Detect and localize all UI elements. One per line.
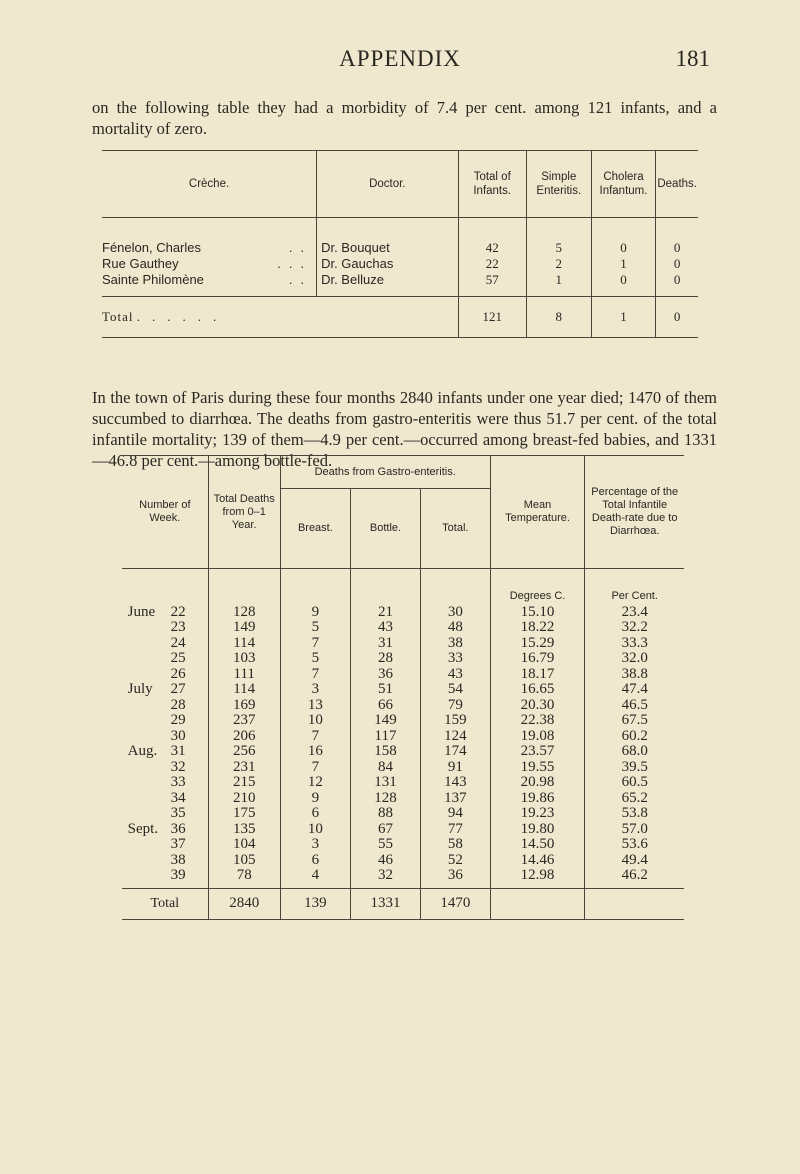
week-number [122, 868, 208, 888]
mean-temperature: 23.57 [490, 744, 585, 760]
week-index: 25 [170, 650, 186, 666]
week-index: 23 [170, 619, 186, 635]
summary-paragraph: In the town of Paris during these four months 2840 infants under one year died; 1470 of them succumbed to diarrhœa. The deaths from gastro-enteritis were thus 51.7 per cent. of the total infantile mortality; 139 of them—4.9 per cent.—occurred among breast-fed babies, and 1331—46.8 per cent.—among bottle-fed. [92, 388, 717, 470]
mean-temperature: 20.30 [490, 698, 585, 714]
total-deaths: 114 [208, 636, 280, 652]
bottle-deaths: 31 [351, 636, 421, 652]
col-total: Total. [420, 489, 490, 569]
table-row [122, 837, 684, 853]
week-month: Aug. [127, 743, 158, 759]
bottle-deaths: 66 [351, 698, 421, 714]
total-infants: 57 [458, 272, 526, 297]
breast-deaths: 7 [280, 636, 350, 652]
week-index: 39 [170, 867, 186, 883]
table-row [122, 791, 684, 807]
percentage: 67.5 [621, 712, 648, 728]
total-deaths: 78 [208, 868, 280, 888]
cholera-infantum: 1 [591, 297, 656, 338]
percentage: 23.4 [621, 603, 648, 620]
total-deaths: 114 [208, 682, 280, 698]
week-index: 32 [170, 758, 186, 775]
week-index: 26 [170, 665, 186, 682]
bottle-deaths: 149 [351, 713, 421, 729]
bottle-deaths: 88 [351, 806, 421, 822]
total-deaths: 128 [208, 605, 280, 621]
cholera-infantum: 0 [591, 218, 656, 257]
gastro-total: 91 [420, 760, 490, 776]
bottle-deaths: 128 [351, 791, 421, 807]
mean-temperature: 15.10 [490, 605, 585, 621]
week-index: 34 [170, 789, 186, 806]
week-number [122, 667, 208, 683]
mean-temperature: 19.23 [490, 806, 585, 822]
running-title: APPENDIX [339, 46, 461, 71]
week-number [122, 682, 208, 698]
week-index: 33 [170, 774, 186, 790]
total-deaths: 237 [208, 713, 280, 729]
breast-deaths: 12 [280, 775, 350, 791]
bottle-deaths: 84 [351, 760, 421, 776]
week-number [122, 853, 208, 869]
bottle-deaths: 51 [351, 682, 421, 698]
mean-temperature: 22.38 [490, 713, 585, 729]
simple-enteritis: 5 [526, 218, 591, 257]
breast-deaths: 5 [280, 651, 350, 667]
cholera-infantum: 0 [591, 272, 656, 297]
breast-deaths: 10 [280, 713, 350, 729]
gastro-total: 143 [420, 775, 490, 791]
gastro-total: 77 [420, 822, 490, 838]
deaths: 0 [673, 240, 681, 255]
bottle-deaths: 158 [351, 744, 421, 760]
total-deaths: 175 [208, 806, 280, 822]
breast-deaths: 7 [280, 760, 350, 776]
gastro-total: 36 [420, 868, 490, 888]
week-number [122, 620, 208, 636]
week-index: 29 [170, 712, 186, 728]
week-number [122, 760, 208, 776]
percentage: 39.5 [621, 758, 648, 775]
gastro-total: 33 [420, 651, 490, 667]
col-breast: Breast. [280, 489, 350, 569]
week-index: 31 [170, 743, 186, 759]
percentage-unit: Per Cent. [611, 590, 658, 602]
gastro-total: 94 [420, 806, 490, 822]
table-row [122, 605, 684, 621]
creche-name: Fénelon, Charles [102, 240, 201, 255]
breast-deaths: 13 [280, 698, 350, 714]
bottle-deaths: 131 [351, 775, 421, 791]
gastro-total: 43 [420, 667, 490, 683]
percentage: 68.0 [621, 743, 648, 759]
week-number [122, 636, 208, 652]
week-number [122, 729, 208, 745]
bottle-deaths: 21 [351, 605, 421, 621]
bottle-deaths: 55 [351, 837, 421, 853]
mean-temperature: 18.22 [490, 620, 585, 636]
percentage: 53.6 [621, 836, 648, 852]
percentage: 32.0 [621, 650, 648, 666]
doctor-name: Dr. Bouquet [317, 218, 458, 257]
mean-temperature: 12.98 [490, 868, 585, 888]
page-header [90, 46, 710, 76]
empty-cell [420, 569, 490, 605]
bottle-deaths: 46 [351, 853, 421, 869]
breast-deaths: 3 [280, 837, 350, 853]
week-month: June [127, 603, 156, 620]
percentage: 46.5 [621, 696, 648, 713]
mean-temperature: 19.80 [490, 822, 585, 838]
breast-deaths: 5 [280, 620, 350, 636]
temperature-unit: Degrees C. [490, 569, 585, 605]
weekly-mortality-table [122, 455, 684, 920]
week-number [122, 698, 208, 714]
creche-table [102, 150, 698, 338]
bottle-deaths: 117 [351, 729, 421, 745]
col-creche: Crèche. [102, 151, 317, 218]
col-total-infants: Total of Infants. [458, 151, 526, 218]
gastro-total: 124 [420, 729, 490, 745]
percentage: 33.3 [621, 634, 648, 651]
empty-cell [280, 569, 350, 605]
week-number [122, 775, 208, 791]
week-number [122, 806, 208, 822]
intro-paragraph: on the following table they had a morbidity of 7.4 per cent. among 121 infants, and a mortality of zero. [92, 98, 717, 138]
col-cholera-infantum: Cholera Infantum. [591, 151, 656, 218]
mean-temperature: 19.55 [490, 760, 585, 776]
empty-cell [122, 569, 208, 605]
week-number [122, 605, 208, 621]
week-index: 36 [170, 820, 186, 837]
table-row: Rue Gauthey ... Dr. Gauchas 22 2 1 0 [102, 256, 698, 272]
col-total-deaths: Total Deaths from 0–1 Year. [208, 456, 280, 569]
total-row [122, 888, 684, 919]
breast-deaths: 6 [280, 806, 350, 822]
percentage: 53.8 [621, 805, 648, 821]
table-row: Fénelon, Charles .. Dr. Bouquet 42 5 0 0 [102, 218, 698, 257]
col-doctor: Doctor. [317, 151, 458, 218]
mean-temperature: 14.50 [490, 837, 585, 853]
percentage: 60.2 [621, 727, 648, 744]
total-deaths: 210 [208, 791, 280, 807]
table-row [122, 713, 684, 729]
percentage: 49.4 [621, 851, 648, 868]
percentage: 65.2 [621, 789, 648, 806]
mean-temperature: 16.65 [490, 682, 585, 698]
week-index: 27 [170, 681, 186, 697]
percentage: 57.0 [621, 820, 648, 837]
week-number [122, 651, 208, 667]
table-row [122, 853, 684, 869]
col-mean-temperature: Mean Temperature. [490, 456, 585, 569]
percentage: 46.2 [621, 867, 648, 883]
gastro-total: 159 [420, 713, 490, 729]
table-row [122, 729, 684, 745]
simple-enteritis: 8 [526, 297, 591, 338]
bottle-deaths: 43 [351, 620, 421, 636]
table-row [122, 698, 684, 714]
bottle-deaths: 28 [351, 651, 421, 667]
table-row [122, 636, 684, 652]
total-deaths: 169 [208, 698, 280, 714]
simple-enteritis: 1 [526, 272, 591, 297]
col-percentage-diarrhoea: Percentage of the Total Infantile Death-rate due to Diarrhœa. [585, 456, 684, 569]
col-simple-enteritis: Simple Enteritis. [526, 151, 591, 218]
total-deaths: 231 [208, 760, 280, 776]
gastro-total: 52 [420, 853, 490, 869]
table-row [122, 651, 684, 667]
breast-deaths: 10 [280, 822, 350, 838]
total-deaths: 103 [208, 651, 280, 667]
bottle-deaths: 1331 [351, 888, 421, 919]
breast-deaths: 4 [280, 868, 350, 888]
total-deaths: 104 [208, 837, 280, 853]
creche-name: Sainte Philomène [102, 272, 204, 287]
table-row [122, 775, 684, 791]
deaths: 0 [673, 272, 681, 287]
total-deaths: 206 [208, 729, 280, 745]
total-deaths: 149 [208, 620, 280, 636]
percentage: 32.2 [621, 619, 648, 635]
week-number [122, 822, 208, 838]
week-index: 28 [170, 696, 186, 713]
week-index: 37 [170, 836, 186, 852]
creche-name: Rue Gauthey [102, 256, 179, 271]
week-index: 30 [170, 727, 186, 744]
col-bottle: Bottle. [351, 489, 421, 569]
table-row [122, 682, 684, 698]
table-row [122, 620, 684, 636]
gastro-total: 58 [420, 837, 490, 853]
table-row: Sainte Philomène .. Dr. Belluze 57 1 0 0 [102, 272, 698, 297]
breast-deaths: 139 [280, 888, 350, 919]
percentage: 60.5 [621, 774, 648, 790]
mean-temperature: 14.46 [490, 853, 585, 869]
week-month: July [127, 681, 153, 697]
gastro-total: 174 [420, 744, 490, 760]
table-row [122, 760, 684, 776]
total-infants: 121 [458, 297, 526, 338]
total-deaths: 256 [208, 744, 280, 760]
total-row: Total ...... 121 8 1 0 [102, 297, 698, 338]
week-index: 38 [170, 851, 186, 868]
mean-temperature: 15.29 [490, 636, 585, 652]
page-number: 181 [675, 46, 710, 71]
bottle-deaths: 67 [351, 822, 421, 838]
gastro-total: 38 [420, 636, 490, 652]
table-row [122, 667, 684, 683]
empty-cell [585, 888, 684, 919]
empty-cell [351, 569, 421, 605]
simple-enteritis: 2 [526, 256, 591, 272]
week-index: 22 [170, 603, 186, 620]
gastro-total: 79 [420, 698, 490, 714]
col-deaths: Deaths. [656, 151, 698, 218]
bottle-deaths: 36 [351, 667, 421, 683]
deaths: 0 [656, 297, 698, 338]
breast-deaths: 7 [280, 667, 350, 683]
gastro-total: 30 [420, 605, 490, 621]
total-infants: 22 [458, 256, 526, 272]
gastro-total: 137 [420, 791, 490, 807]
week-number [122, 744, 208, 760]
empty-cell [490, 888, 585, 919]
week-number [122, 713, 208, 729]
mean-temperature: 18.17 [490, 667, 585, 683]
doctor-name: Dr. Belluze [317, 272, 458, 297]
breast-deaths: 7 [280, 729, 350, 745]
total-deaths: 215 [208, 775, 280, 791]
doctor-name: Dr. Gauchas [317, 256, 458, 272]
week-number [122, 791, 208, 807]
total-label: Total [102, 309, 134, 324]
breast-deaths: 9 [280, 791, 350, 807]
gastro-total: 54 [420, 682, 490, 698]
mean-temperature: 20.98 [490, 775, 585, 791]
table-row [122, 744, 684, 760]
empty-cell [208, 569, 280, 605]
week-number [122, 837, 208, 853]
deaths: 0 [673, 256, 681, 271]
bottle-deaths: 32 [351, 868, 421, 888]
mean-temperature: 19.86 [490, 791, 585, 807]
cholera-infantum: 1 [591, 256, 656, 272]
col-week: Number of Week. [122, 456, 208, 569]
total-infants: 42 [458, 218, 526, 257]
week-index: 35 [170, 805, 186, 821]
total-deaths: 2840 [208, 888, 280, 919]
week-month: Sept. [127, 820, 159, 837]
table-row [122, 822, 684, 838]
breast-deaths: 3 [280, 682, 350, 698]
total-deaths: 111 [208, 667, 280, 683]
mean-temperature: 16.79 [490, 651, 585, 667]
week-index: 24 [170, 634, 186, 651]
mean-temperature: 19.08 [490, 729, 585, 745]
breast-deaths: 16 [280, 744, 350, 760]
col-gastro-enteritis: Deaths from Gastro-enteritis. [280, 456, 490, 489]
total-deaths: 105 [208, 853, 280, 869]
breast-deaths: 6 [280, 853, 350, 869]
gastro-total: 1470 [420, 888, 490, 919]
percentage: 47.4 [621, 681, 648, 697]
gastro-total: 48 [420, 620, 490, 636]
total-label: Total [122, 888, 208, 919]
units-row [122, 569, 684, 605]
table-row [122, 868, 684, 888]
breast-deaths: 9 [280, 605, 350, 621]
total-deaths: 135 [208, 822, 280, 838]
table-row [122, 806, 684, 822]
percentage: 38.8 [621, 665, 648, 682]
